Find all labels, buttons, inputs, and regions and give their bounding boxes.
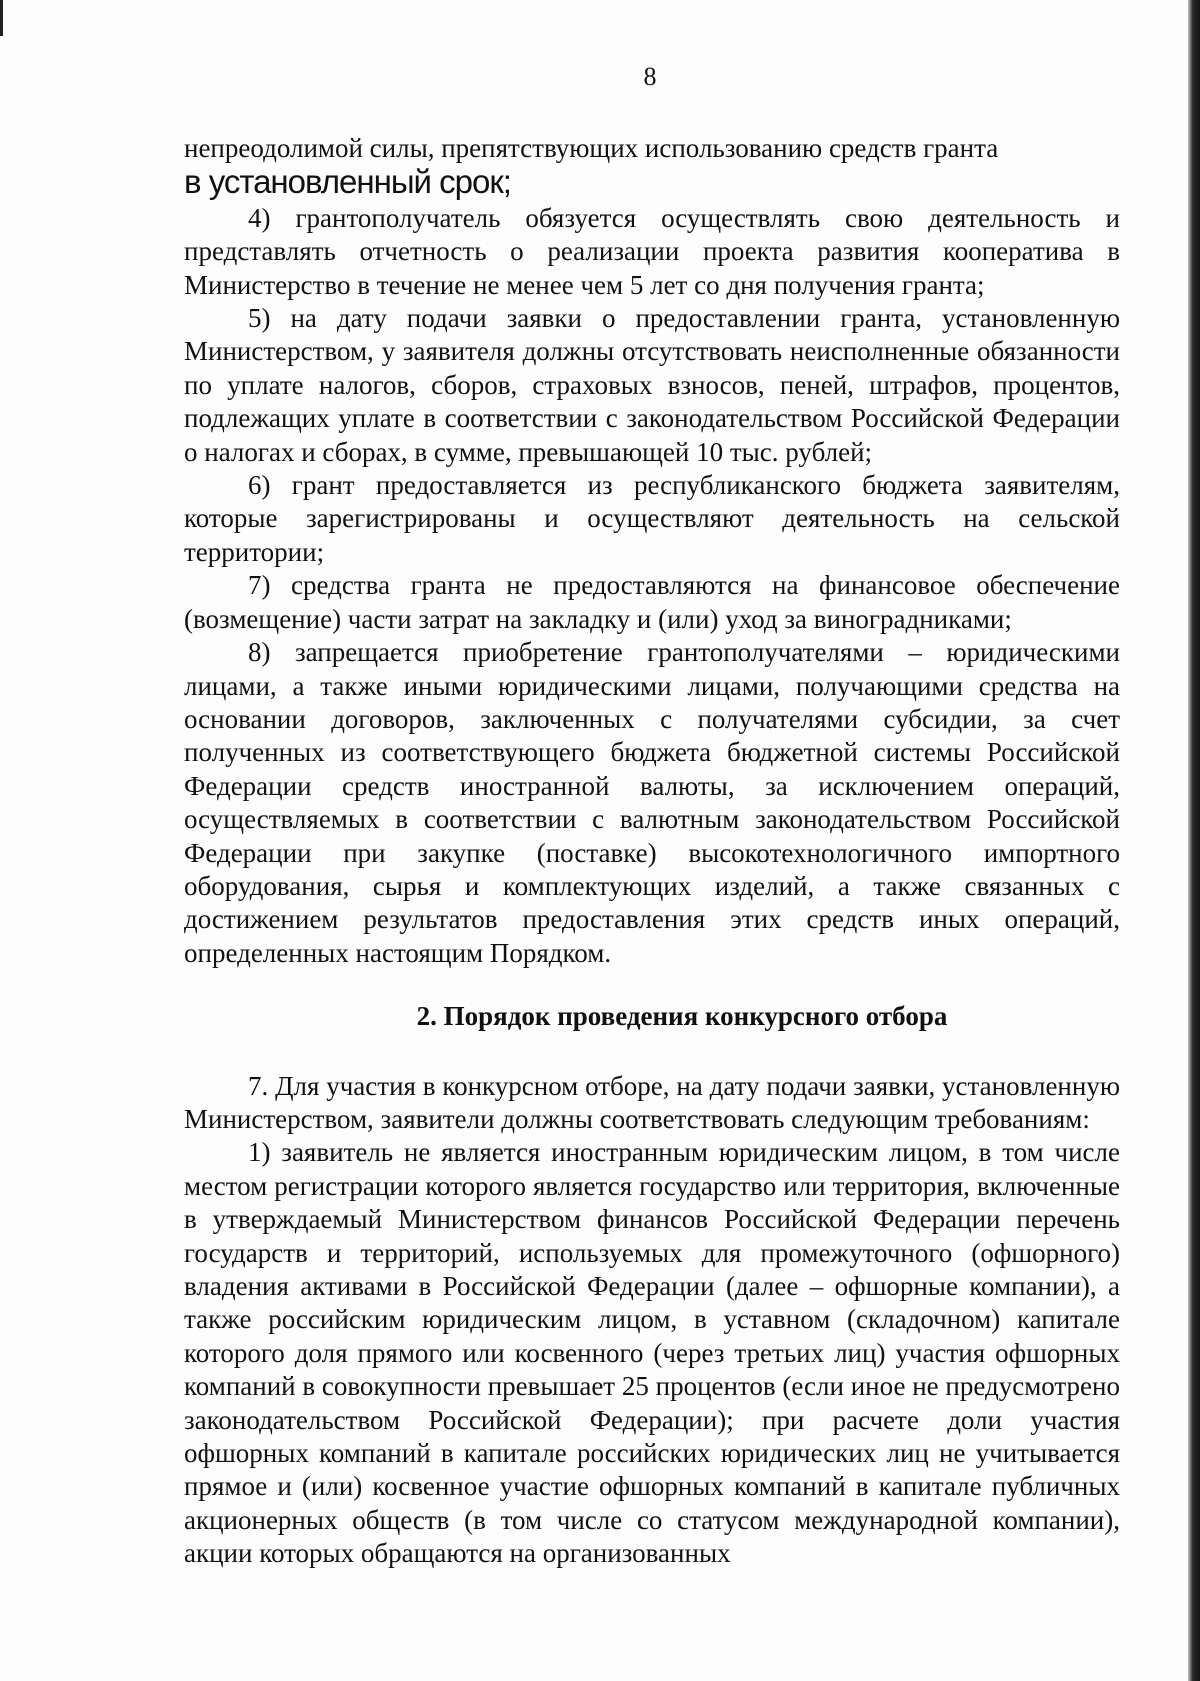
paragraph-item-6: 6) грант предоставляется из республиканского бюджета заявителям, которые зарегистрированы и осуществляют деятельность на сельской территории; [184,470,1120,567]
scan-right-edge [1188,0,1200,1681]
paragraph-clause-7: 7. Для участия в конкурсном отборе, на дату подачи заявки, установленную Министерством, заявители должны соответствовать следующим требованиям: [184,1070,1120,1134]
paragraph-clause-7-item-1: 1) заявитель не является иностранным юридическим лицом, в том числе местом регистрации которого является государство или территория, включенные в утверждаемый Министерством финансов Российской Федерации перечень государств и территорий, используемых для промежуточного (офшорного) владения активами в Российской Федерации (далее – офшорные компании), а также российским юридическим лицом, в уставном (складочном) капитале которого доля прямого или косвенного (через третьих лиц) участия офшорных компаний в совокупности превышает 25 процентов (если иное не предусмотрено законодательством Российской Федерации); при расчете доли участия офшорных компаний в капитале российских юридических лиц не учитывается прямое и (или) косвенное участие офшорных компаний в капитале публичных акционерных обществ (в том числе со статусом международной компании), акции которых обращаются на организованных [184,1137,1120,1569]
paragraph-item-4: 4) грантополучатель обязуется осуществлять свою деятельность и представлять отчетность о реализации проекта развития кооператива в Министерство в течение не менее чем 5 лет со дня получения гранта; [184,202,1120,300]
paragraph-continuation-line2: в установленный срок; [184,163,511,201]
paragraph-item-8: 8) запрещается приобретение грантополучателями – юридическими лицами, а также иными юридическими лицами, получающими средства на основании договоров, заключенных с получателями субсидии, за счет полученных из соответствующего бюджета бюджетной системы Российской Федерации средств иностранной валюты, за исключением операций, осуществляемых в соответствии с валютным законодательством Российской Федерации при закупке (поставке) высокотехнологичного импортного оборудования, сырья и комплектующих изделий, а также связанных с достижением результатов предоставления этих средств иных операций, определенных настоящим Порядком. [184,637,1120,968]
scan-edge-mark [0,0,3,36]
paragraph-continuation [184,132,1120,202]
section-heading: 2. Порядок проведения конкурсного отбора [416,1001,948,1032]
paragraph-item-7: 7) средства гранта не предоставляются на финансовое обеспечение (возмещение) части затрат на закладку и (или) уход за виноградниками; [184,570,1120,634]
document-body [184,132,1120,1571]
paragraph-continuation-line1: непреодолимой силы, препятствующих использованию средств гранта [184,133,999,163]
paragraph-item-5: 5) на дату подачи заявки о предоставлении гранта, установленную Министерством, у заявителя должны отсутствовать неисполненные обязанности по уплате налогов, сборов, страховых взносов, пеней, штрафов, процентов, подлежащих уплате в соответствии с законодательством Российской Федерации о налогах и сборах, в сумме, превышающей 10 тыс. рублей; [184,303,1120,467]
page-number: 8 [643,62,657,91]
